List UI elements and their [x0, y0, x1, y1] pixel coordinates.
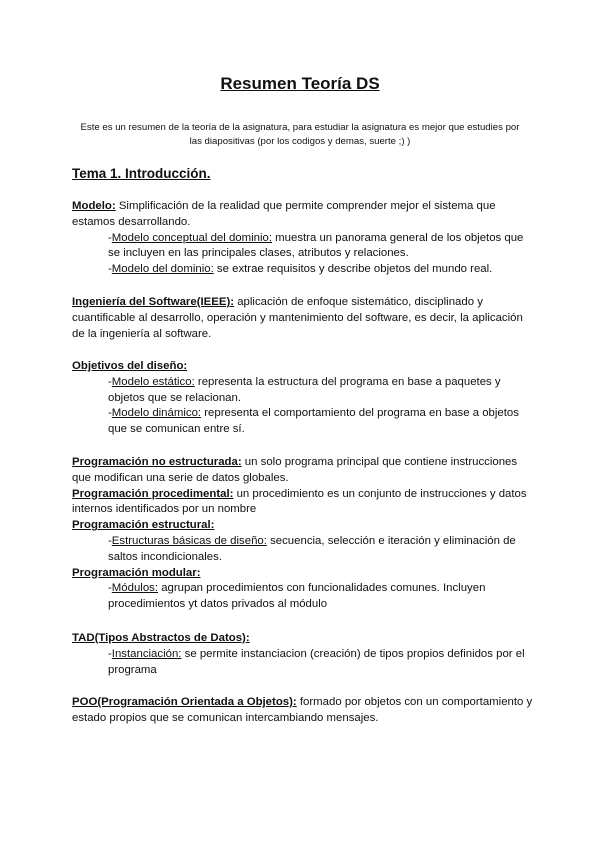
objetivos-block — [72, 359, 534, 438]
prog-modular — [72, 566, 534, 582]
modelo-dinamico-term: Modelo dinámico: — [111, 407, 202, 420]
poo-block — [72, 695, 534, 727]
objetivos-heading — [72, 359, 534, 375]
modelo-dinamico-item: -Modelo dinámico: representa el comportamiento del programa en base a objetos que se comunican entre sí. — [108, 407, 519, 436]
prog-no-estructurada-term: Programación no estructurada: — [72, 456, 242, 468]
modelo-conceptual-item: -Modelo conceptual del dominio: muestra un panorama general de los objetos que se incluyen en las principales clases, atributos y relaciones. — [108, 231, 524, 260]
prog-estructural — [72, 518, 534, 534]
modelo-conceptual-term: Modelo conceptual del dominio: — [111, 231, 272, 244]
estructuras-term: Estructuras básicas de diseño: — [111, 534, 267, 547]
estructuras-item: -Estructuras básicas de diseño: secuencia, selección e iteración y eliminación de saltos incondicionales. — [108, 534, 516, 563]
programacion-block — [72, 455, 534, 613]
modelo-term: Modelo: — [72, 200, 116, 212]
prog-estructural-term: Programación estructural: — [72, 519, 215, 532]
modulos-item: -Módulos: agrupan procedimientos con funcionalidades comunes. Incluyen procedimientos yt datos privados al módulo — [108, 582, 486, 611]
modelo-estatico-term: Modelo estático: — [111, 375, 195, 388]
prog-procedimental-term: Programación procedimental: — [72, 487, 234, 500]
ingenieria-block — [72, 295, 534, 342]
ingenieria-term: Ingeniería del Software(IEEE): — [72, 296, 235, 308]
modelo-definition: Modelo: Simplificación de la realidad que permite comprender mejor el sistema que estamos desarrollando. — [72, 200, 496, 228]
ingenieria-definition: Ingeniería del Software(IEEE): aplicación de enfoque sistemático, disciplinado y cuantificable al desarrollo, operación y mantenimiento del software, es decir, la aplicación de la ingeniería al software. — [72, 296, 523, 340]
modelo-dominio-term: Modelo del dominio: — [111, 263, 214, 276]
modelo-dominio-item: -Modelo del dominio: se extrae requisitos y describe objetos del mundo real. — [108, 263, 493, 276]
instanciacion-item: -Instanciación: se permite instanciacion (creación) de tipos propios definidos por el programa — [108, 647, 525, 676]
modulos-term: Módulos: — [111, 582, 159, 595]
prog-procedimental: Programación procedimental: un procedimiento es un conjunto de instrucciones y datos internos identificados por un nombre — [72, 487, 527, 516]
prog-modular-term: Programación modular: — [72, 566, 201, 579]
instanciacion-term: Instanciación: — [111, 647, 182, 660]
intro-note: Este es un resumen de la teoría de la asignatura, para estudiar la asignatura es mejor que estudies por las diapositivas (por los codigos y demas, suerte ;) ) — [80, 122, 520, 147]
modelo-block — [72, 199, 534, 278]
tad-heading — [72, 631, 534, 647]
poo-term: POO(Programación Orientada a Objetos): — [72, 696, 297, 708]
section-heading: Tema 1. Introducción. — [72, 166, 211, 181]
document-title: Resumen Teoría DS — [220, 74, 380, 93]
objetivos-term: Objetivos del diseño: — [72, 360, 188, 372]
tad-block — [72, 631, 534, 678]
poo-definition: POO(Programación Orientada a Objetos): formado por objetos con un comportamiento y estado propios que se comunican intercambiando mensajes. — [72, 696, 533, 724]
prog-no-estructurada: Programación no estructurada: un solo programa principal que contiene instrucciones que modifican una serie de datos globales. — [72, 456, 518, 484]
modelo-estatico-item: -Modelo estático: representa la estructura del programa en base a paquetes y objetos que se relacionan. — [108, 375, 501, 404]
tad-term: TAD(Tipos Abstractos de Datos): — [72, 632, 250, 644]
